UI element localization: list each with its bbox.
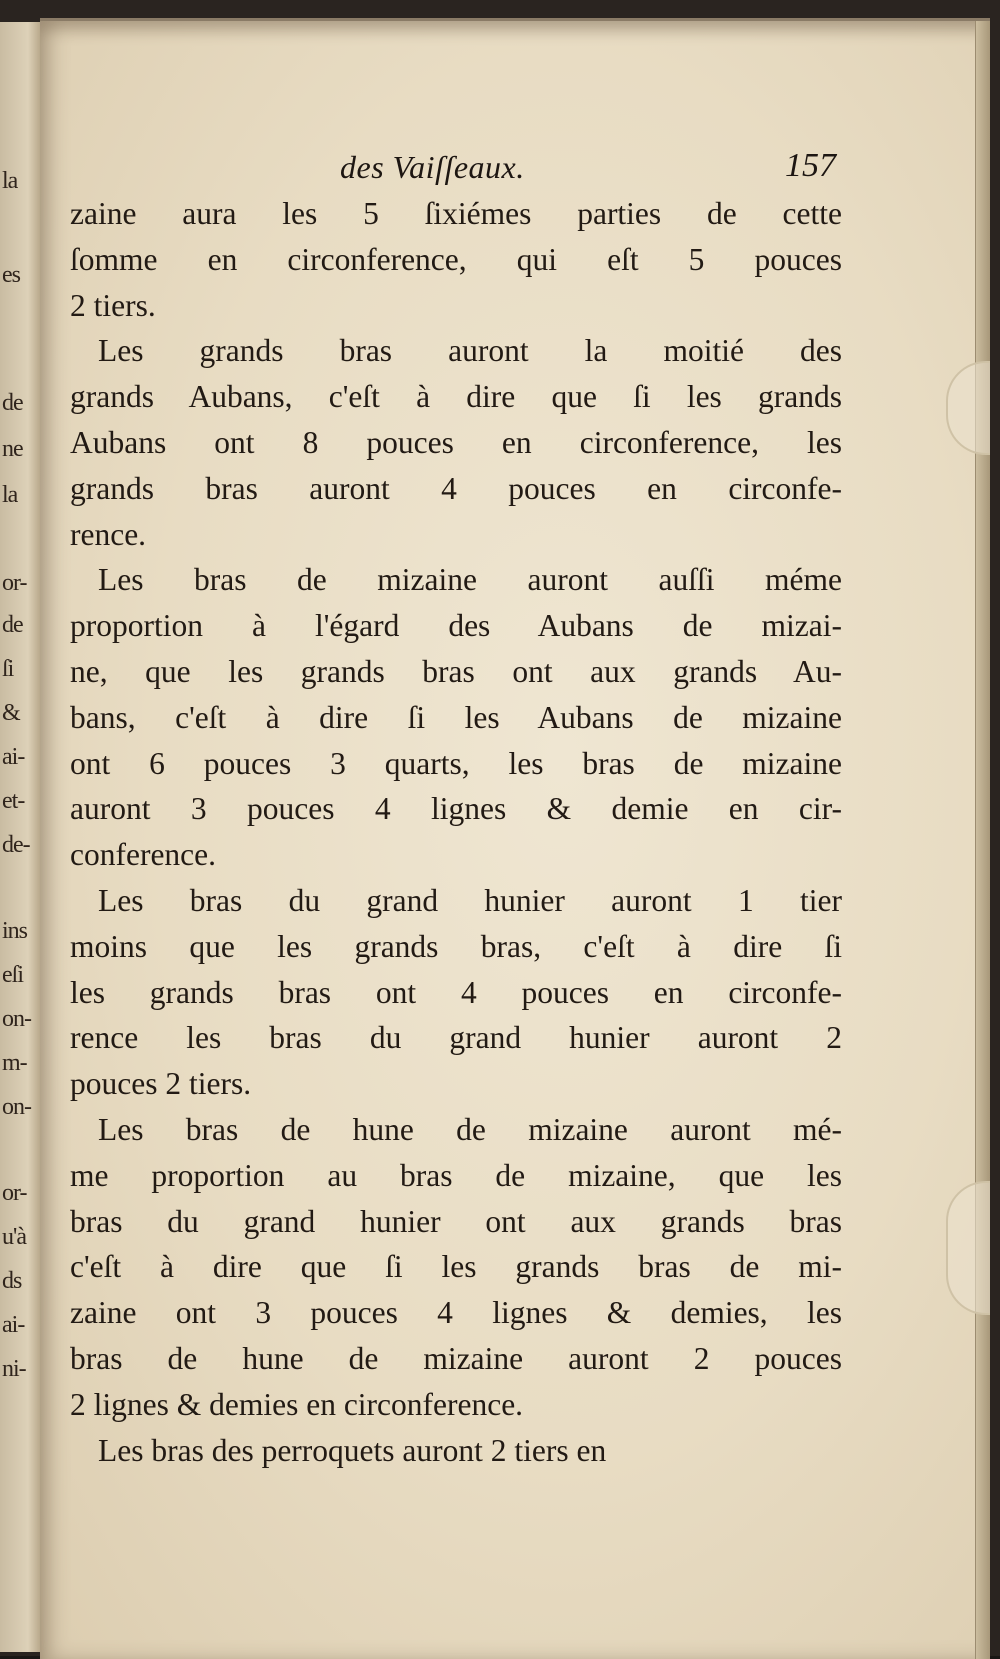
facing-page-fragment: ds [2,1268,22,1294]
facing-page-edge [0,22,42,1652]
facing-page-fragment: or- [2,1180,27,1206]
facing-page-fragment: de- [2,832,30,858]
text-line: zaine aura les 5 ſixiémes parties de cette [70,196,842,231]
paragraph [70,1107,842,1428]
text-line: me proportion au bras de mizaine, que les [70,1157,842,1193]
facing-page-fragment: es [2,262,20,288]
text-line: moins que les grands bras, c'eſt à dire ſi [70,928,842,964]
facing-page-fragment: ni- [2,1356,26,1382]
facing-page-fragment: ins [2,918,28,944]
text-line: grands bras auront 4 pouces en circonfe- [70,470,842,506]
text-line: grands Aubans, c'eſt à dire que ſi les grands [70,379,842,415]
book-page [40,18,990,1659]
clip-mark-upper [946,361,990,455]
text-line: Les bras des perroquets auront 2 tiers en [98,1432,607,1468]
facing-page-fragment: et- [2,788,25,814]
text-line: proportion à l'égard des Aubans de mizai- [70,608,842,644]
body-text [70,191,842,1473]
paragraph [70,1428,842,1474]
paragraph [70,328,842,557]
text-line: 2 lignes & demies en circonference. [70,1386,524,1422]
text-line: rence les bras du grand hunier auront 2 [70,1020,842,1056]
text-line: pouces 2 tiers. [70,1066,252,1102]
page-fore-edge [975,21,990,1659]
page-number: 157 [785,147,836,184]
text-line: ont 6 pouces 3 quarts, les bras de mizaine [70,745,842,781]
text-line: Aubans ont 8 pouces en circonference, les [70,424,842,460]
facing-page-fragment: ai- [2,1312,25,1338]
text-line: ne, que les grands bras ont aux grands Au- [70,653,842,689]
text-line: Les bras du grand hunier auront 1 tier [98,882,842,918]
facing-page-fragment: m- [2,1050,27,1076]
text-line: Les grands bras auront la moitié des [98,333,842,369]
text-line: bras du grand hunier ont aux grands bras [70,1203,842,1239]
facing-page-fragment: ne [2,436,23,462]
facing-page-fragment: ſi [2,656,14,682]
text-line: conference. [70,837,217,873]
facing-page-fragment: de [2,390,23,416]
paragraph [70,557,842,878]
text-line: Les bras de mizaine auront auſſi méme [98,562,842,598]
text-line: zaine ont 3 pouces 4 lignes & demies, les [70,1295,842,1331]
clip-mark-lower [946,1181,990,1315]
paragraph [70,191,842,328]
text-line: auront 3 pouces 4 lignes & demie en cir- [70,791,842,827]
running-head: des Vaiſſeaux. [340,149,525,185]
facing-page-fragment: on- [2,1006,31,1032]
text-line: 2 tiers. [70,287,156,323]
text-line: c'eſt à dire que ſi les grands bras de mi- [70,1249,842,1285]
text-line: Les bras de hune de mizaine auront mé- [98,1111,842,1147]
facing-page-fragment: & [2,700,20,726]
text-line: les grands bras ont 4 pouces en circonfe- [70,974,842,1010]
text-line: bras de hune de mizaine auront 2 pouces [70,1340,842,1376]
text-line: rence. [70,516,147,552]
text-line: ſomme en circonference, qui eſt 5 pouces [70,241,842,277]
facing-page-fragment: on- [2,1094,31,1120]
facing-page-fragment: eſi [2,962,23,988]
facing-page-fragment: de [2,612,23,638]
text-line: bans, c'eſt à dire ſi les Aubans de mizaine [70,699,842,735]
facing-page-fragment: la [2,482,18,508]
facing-page-fragment: la [2,168,18,194]
facing-page-fragment: ai- [2,744,25,770]
facing-page-fragment: u'à [2,1224,26,1250]
facing-page-fragment: or- [2,570,27,596]
paragraph [70,878,842,1107]
